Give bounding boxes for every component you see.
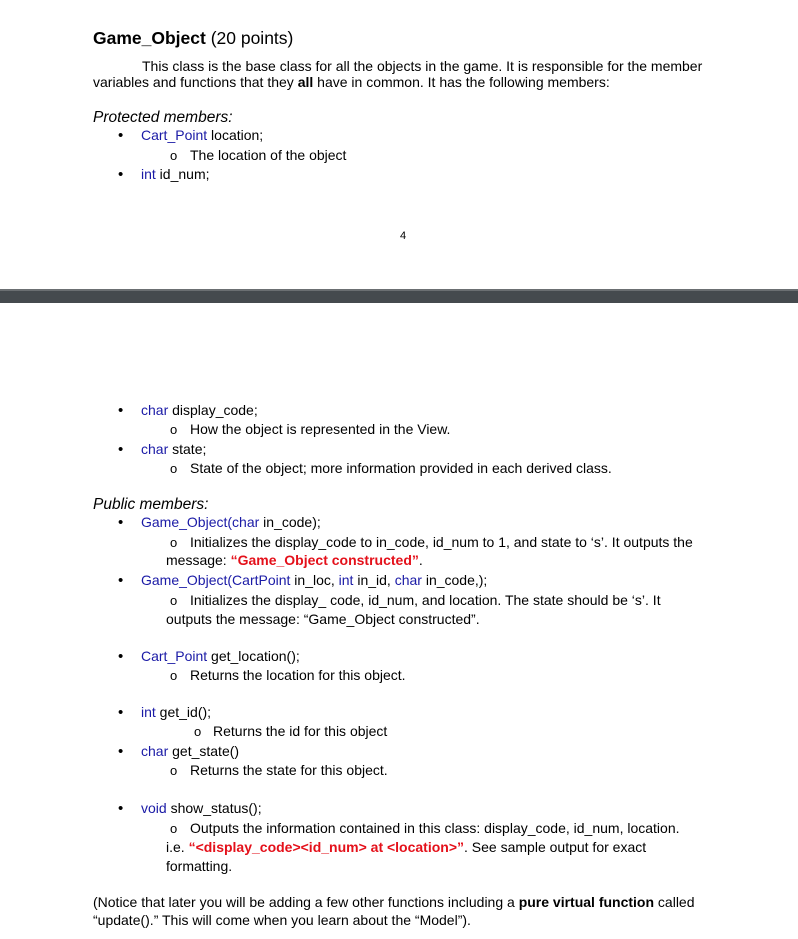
intro-line-1: This class is the base class for all the objects in the game. It is responsible for the member	[142, 58, 703, 74]
member-decl: state;	[168, 441, 207, 457]
show-status-desc-line-2	[166, 839, 646, 856]
member-id-num	[141, 166, 210, 183]
method-decl: get_location();	[207, 648, 300, 664]
param-text: in_loc,	[290, 572, 339, 588]
method-decl: show_status();	[166, 800, 262, 816]
sub-bullet-icon: o	[170, 148, 178, 163]
param-text: in_id,	[353, 572, 395, 588]
desc-text-end: .	[418, 552, 423, 568]
member-state-desc: State of the object; more information provided in each derived class.	[190, 460, 612, 476]
intro-line-2	[93, 74, 610, 91]
notice-text: (Notice that later you will be adding a few other functions including a	[93, 894, 519, 910]
bullet-icon: •	[118, 441, 124, 458]
protected-heading: Protected members:	[93, 109, 233, 126]
notice-emphasis: pure virtual function	[518, 894, 655, 910]
type-keyword: CartPoint	[232, 572, 291, 588]
get-state-desc: Returns the state for this object.	[190, 762, 388, 778]
method-show-status	[141, 800, 262, 817]
type-keyword: int	[338, 572, 354, 588]
sub-bullet-icon: o	[170, 763, 178, 778]
desc-text: i.e.	[166, 839, 189, 855]
type-keyword: Cart_Point	[141, 127, 208, 143]
bullet-icon: •	[118, 743, 124, 760]
member-display-code-desc: How the object is represented in the View.	[190, 421, 451, 437]
method-decl: in_code);	[259, 514, 321, 530]
method-name: Game_Object(	[141, 514, 233, 530]
constructor-1-desc-line-2	[166, 552, 423, 569]
show-status-desc-line-3: formatting.	[166, 858, 233, 874]
constructor-2-desc-line-1: Initializes the display_ code, id_num, and location. The state should be ‘s’. It	[190, 592, 661, 608]
desc-text: message:	[166, 552, 231, 568]
method-get-id	[141, 704, 211, 721]
member-display-code	[141, 402, 258, 419]
bullet-icon: •	[118, 402, 124, 419]
bullet-icon: •	[118, 166, 124, 183]
constructor-1-desc-line-1: Initializes the display_code to in_code, id_num to 1, and state to ‘s’. It outputs the	[190, 534, 693, 550]
type-keyword: char	[394, 572, 422, 588]
method-decl: get_state()	[168, 743, 240, 759]
method-name: Game_Object(	[141, 572, 233, 588]
get-location-desc: Returns the location for this object.	[190, 667, 406, 683]
notice-line-1	[93, 894, 695, 911]
member-decl: id_num;	[155, 166, 210, 182]
type-keyword: int	[141, 704, 156, 720]
member-location	[141, 127, 263, 144]
sub-bullet-icon: o	[170, 593, 178, 608]
type-keyword: int	[141, 166, 156, 182]
type-keyword: char	[141, 402, 169, 418]
show-status-desc-line-1: Outputs the information contained in this class: display_code, id_num, location.	[190, 820, 680, 836]
bullet-icon: •	[118, 572, 124, 589]
sub-bullet-icon: o	[170, 461, 178, 476]
page-number: 4	[400, 230, 407, 242]
points-label: (20 points)	[205, 28, 294, 48]
notice-line-2: “update().” This will come when you learn about the “Model”).	[93, 912, 471, 928]
sub-bullet-icon: o	[194, 724, 202, 739]
bullet-icon: •	[118, 704, 124, 721]
intro-text: variables and functions that they	[93, 74, 298, 90]
intro-emphasis: all	[297, 74, 314, 90]
member-state	[141, 441, 206, 458]
section-heading	[93, 28, 293, 48]
sub-bullet-icon: o	[170, 821, 178, 836]
desc-text-end: . See sample output for exact	[464, 839, 647, 855]
member-decl: location;	[207, 127, 264, 143]
bullet-icon: •	[118, 127, 124, 144]
method-constructor-2	[141, 572, 487, 589]
sub-bullet-icon: o	[170, 668, 178, 683]
sub-bullet-icon: o	[170, 535, 178, 550]
method-decl: in_code,);	[421, 572, 488, 588]
notice-text-end: called	[654, 894, 695, 910]
method-constructor-1	[141, 514, 321, 531]
type-keyword: char	[141, 743, 169, 759]
bullet-icon: •	[118, 800, 124, 817]
bullet-icon: •	[118, 514, 124, 531]
class-name: Game_Object	[93, 28, 206, 48]
type-keyword: char	[232, 514, 260, 530]
intro-text-end: have in common. It has the following members:	[313, 74, 610, 90]
get-id-desc: Returns the id for this object	[213, 723, 388, 739]
type-keyword: void	[141, 800, 167, 816]
public-heading: Public members:	[93, 496, 209, 513]
method-get-state	[141, 743, 239, 760]
constructor-2-desc-line-2: outputs the message: “Game_Object constructed”.	[166, 611, 480, 627]
member-location-desc: The location of the object	[190, 147, 347, 163]
method-decl: get_id();	[155, 704, 212, 720]
page-separator	[0, 289, 798, 303]
type-keyword: Cart_Point	[141, 648, 208, 664]
bullet-icon: •	[118, 648, 124, 665]
sub-bullet-icon: o	[170, 422, 178, 437]
output-message: “Game_Object constructed”	[230, 552, 419, 568]
output-format: “<display_code><id_num> at <location>”	[188, 839, 465, 855]
member-decl: display_code;	[168, 402, 258, 418]
type-keyword: char	[141, 441, 169, 457]
method-get-location	[141, 648, 300, 665]
